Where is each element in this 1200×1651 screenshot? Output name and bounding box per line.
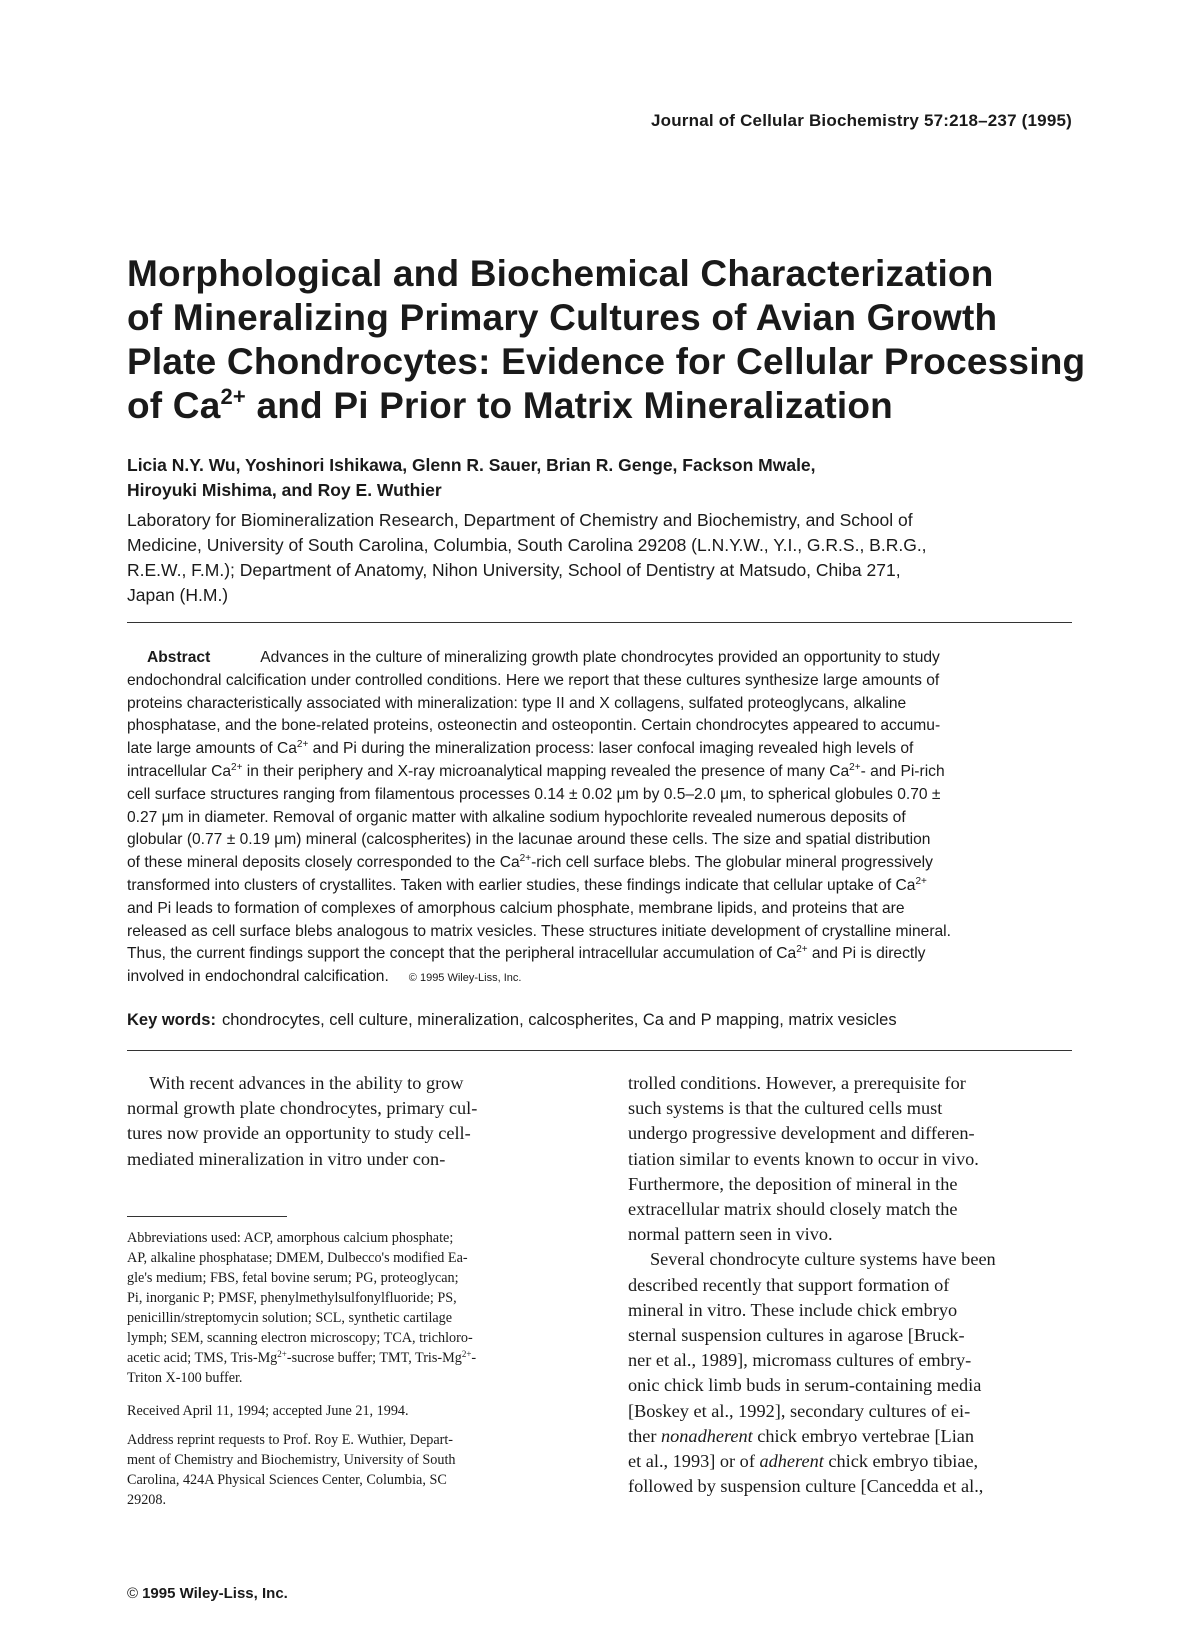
abstract-text: and Pi is directly bbox=[807, 945, 926, 963]
body-line bbox=[628, 1449, 1075, 1474]
footnote-line: gle's medium; FBS, fetal bovine serum; PG, proteoglycan; bbox=[127, 1270, 459, 1286]
left-column-body bbox=[127, 1071, 582, 1172]
affiliation bbox=[127, 508, 1077, 608]
body-line: mediated mineralization in vitro under con- bbox=[127, 1148, 446, 1169]
abstract bbox=[127, 647, 1072, 990]
abstract-line bbox=[127, 761, 1072, 784]
affiliation-line: Medicine, University of South Carolina, Columbia, South Carolina 29208 (L.N.Y.W., Y.I., G.R.S., B.R.G., bbox=[127, 535, 927, 555]
footnote-text: - bbox=[471, 1350, 477, 1366]
title-line: Morphological and Biochemical Characterization bbox=[127, 253, 994, 294]
title-line: of Mineralizing Primary Cultures of Avian Growth bbox=[127, 297, 998, 338]
footnote-line: 29208. bbox=[127, 1492, 167, 1508]
superscript: 2+ bbox=[296, 739, 309, 751]
abstract-text: involved in endochondral calcification. bbox=[127, 968, 389, 986]
superscript: 2+ bbox=[915, 875, 927, 887]
keywords bbox=[127, 1011, 897, 1030]
footnote-line: Triton X-100 buffer. bbox=[127, 1370, 243, 1386]
footnote-address bbox=[127, 1430, 582, 1510]
abstract-line bbox=[127, 966, 1072, 990]
footnote-line: Address reprint requests to Prof. Roy E. Wuthier, Depart- bbox=[127, 1432, 454, 1448]
keywords-label: Key words: bbox=[127, 1011, 216, 1029]
body-text: et al., 1993] or of bbox=[628, 1451, 760, 1472]
footnote-line: Carolina, 424A Physical Sciences Center, Columbia, SC bbox=[127, 1472, 447, 1488]
body-line: Several chondrocyte culture systems have been bbox=[650, 1249, 996, 1270]
footnote-received bbox=[127, 1401, 582, 1421]
body-line: tiation similar to events known to occur in vivo. bbox=[628, 1148, 979, 1169]
abstract-line: and Pi leads to formation of complexes of amorphous calcium phosphate, membrane lipids, and proteins that are bbox=[127, 899, 905, 917]
abstract-text: transformed into clusters of crystallites. Taken with earlier studies, these findings indicate that cellular uptake of Ca bbox=[127, 876, 916, 894]
abstract-label: Abstract bbox=[147, 649, 211, 666]
right-column-body bbox=[628, 1071, 1075, 1499]
title-superscript: 2+ bbox=[220, 384, 246, 409]
body-line: undergo progressive development and differen- bbox=[628, 1123, 975, 1144]
keywords-text: chondrocytes, cell culture, mineralization, calcospherites, Ca and P mapping, matrix vesicles bbox=[221, 1011, 897, 1029]
superscript: 2+ bbox=[519, 853, 532, 865]
superscript: 2+ bbox=[231, 761, 243, 773]
body-line: sternal suspension cultures in agarose [Bruck- bbox=[628, 1325, 965, 1346]
abstract-text: in their periphery and X-ray microanalytical mapping revealed the presence of many Ca bbox=[242, 762, 850, 780]
abstract-copyright: © 1995 Wiley-Liss, Inc. bbox=[408, 972, 522, 985]
page-footer-copyright bbox=[127, 1585, 288, 1602]
footnote-line bbox=[127, 1348, 582, 1368]
superscript: 2+ bbox=[849, 761, 861, 773]
abstract-line bbox=[127, 943, 1072, 966]
abstract-text: intracellular Ca bbox=[127, 762, 232, 780]
abstract-top-rule bbox=[127, 622, 1072, 623]
abstract-text: -rich cell surface blebs. The globular mineral progressively bbox=[531, 854, 933, 872]
footnote-line: Pi, inorganic P; PMSF, phenylmethylsulfonylfluoride; PS, bbox=[127, 1290, 457, 1306]
footnote-rule bbox=[127, 1216, 287, 1217]
abstract-text: Thus, the current findings support the concept that the peripheral intracellular accumulation of Ca bbox=[127, 945, 797, 963]
abstract-line bbox=[127, 852, 1072, 875]
emphasis-text: nonadherent bbox=[661, 1425, 753, 1446]
abstract-line bbox=[127, 647, 1072, 670]
body-line: tures now provide an opportunity to study cell- bbox=[127, 1123, 471, 1144]
footnote-line: lymph; SEM, scanning electron microscopy; TCA, trichloro- bbox=[127, 1330, 473, 1346]
title-line: Plate Chondrocytes: Evidence for Cellular Processing bbox=[127, 341, 1086, 382]
footnote-text: acetic acid; TMS, Tris-Mg bbox=[127, 1350, 278, 1366]
abstract-text: and Pi during the mineralization process: laser confocal imaging revealed high levels of bbox=[308, 740, 914, 758]
title-text: and Pi Prior to Matrix Mineralization bbox=[245, 385, 893, 426]
author-list bbox=[127, 453, 816, 503]
abstract-line: 0.27 μm in diameter. Removal of organic matter with alkaline sodium hypochlorite revealed numerous deposits of bbox=[127, 808, 906, 826]
body-line: normal growth plate chondrocytes, primary cul- bbox=[127, 1098, 478, 1119]
abstract-text: Advances in the culture of mineralizing growth plate chondrocytes provided an opportunity to study bbox=[260, 649, 940, 666]
footer-text: 1995 Wiley-Liss, Inc. bbox=[142, 1585, 288, 1602]
footnote-line: Received April 11, 1994; accepted June 21, 1994. bbox=[127, 1403, 409, 1419]
abstract-line: phosphatase, and the bone-related proteins, osteonectin and osteopontin. Certain chondrocytes appeared to accumu- bbox=[127, 717, 941, 735]
footnote-line: AP, alkaline phosphatase; DMEM, Dulbecco's modified Ea- bbox=[127, 1250, 468, 1266]
footnote-abbreviations bbox=[127, 1228, 582, 1388]
abstract-line: endochondral calcification under controlled conditions. Here we report that these cultures synthesize large amounts of bbox=[127, 671, 940, 689]
affiliation-line: Laboratory for Biomineralization Research, Department of Chemistry and Biochemistry, and School of bbox=[127, 510, 913, 530]
body-line: described recently that support formation of bbox=[628, 1274, 950, 1295]
abstract-bottom-rule bbox=[127, 1050, 1072, 1051]
article-title bbox=[127, 252, 1086, 428]
copyright-mark: © bbox=[127, 1585, 139, 1602]
body-line bbox=[628, 1424, 1075, 1449]
footnote-line: Abbreviations used: ACP, amorphous calcium phosphate; bbox=[127, 1230, 454, 1246]
footnote-line: penicillin/streptomycin solution; SCL, synthetic cartilage bbox=[127, 1310, 453, 1326]
footnote-line: ment of Chemistry and Biochemistry, University of South bbox=[127, 1452, 456, 1468]
abstract-text: - and Pi-rich bbox=[860, 762, 945, 780]
body-line: trolled conditions. However, a prerequisite for bbox=[628, 1073, 966, 1093]
body-line: mineral in vitro. These include chick embryo bbox=[628, 1299, 958, 1320]
abstract-line bbox=[127, 738, 1072, 761]
footnote-text: -sucrose buffer; TMT, Tris-Mg bbox=[286, 1350, 462, 1366]
body-line: followed by suspension culture [Cancedda et al., bbox=[628, 1476, 984, 1497]
body-line: extracellular matrix should closely match the bbox=[628, 1199, 958, 1220]
body-line: normal pattern seen in vivo. bbox=[628, 1224, 833, 1245]
body-line: ner et al., 1989], micromass cultures of embry- bbox=[628, 1350, 972, 1371]
affiliation-line: Japan (H.M.) bbox=[127, 585, 229, 605]
body-line: [Boskey et al., 1992], secondary cultures of ei- bbox=[628, 1400, 971, 1421]
body-text: chick embryo vertebrae [Lian bbox=[752, 1425, 975, 1446]
abstract-line: cell surface structures ranging from filamentous processes 0.14 ± 0.02 μm by 0.5–2.0 μm, to spherical globules 0.70 ± bbox=[127, 785, 941, 803]
superscript: 2+ bbox=[796, 944, 808, 956]
body-line: Furthermore, the deposition of mineral in the bbox=[628, 1173, 958, 1194]
body-line: onic chick limb buds in serum-containing media bbox=[628, 1375, 982, 1396]
title-line bbox=[127, 384, 1067, 428]
abstract-text: of these mineral deposits closely corresponded to the Ca bbox=[127, 854, 520, 872]
author-line: Licia N.Y. Wu, Yoshinori Ishikawa, Glenn R. Sauer, Brian R. Genge, Fackson Mwale, bbox=[127, 455, 816, 475]
abstract-line: released as cell surface blebs analogous to matrix vesicles. These structures initiate development of crystalline mineral. bbox=[127, 922, 951, 940]
superscript: 2+ bbox=[461, 1349, 472, 1359]
journal-citation: Journal of Cellular Biochemistry 57:218–237 (1995) bbox=[650, 111, 1072, 130]
title-text: of Ca bbox=[127, 385, 221, 426]
emphasis-text: adherent bbox=[759, 1451, 824, 1472]
abstract-text: late large amounts of Ca bbox=[127, 740, 297, 758]
body-line: With recent advances in the ability to grow bbox=[149, 1073, 464, 1093]
superscript: 2+ bbox=[277, 1349, 287, 1359]
abstract-line: proteins characteristically associated with mineralization: type II and X collagens, sulfated proteoglycans, alkaline bbox=[127, 694, 907, 712]
body-text: chick embryo tibiae, bbox=[823, 1451, 979, 1472]
author-line: Hiroyuki Mishima, and Roy E. Wuthier bbox=[127, 480, 442, 500]
body-line: such systems is that the cultured cells must bbox=[628, 1098, 943, 1119]
affiliation-line: R.E.W., F.M.); Department of Anatomy, Nihon University, School of Dentistry at Matsudo, Chiba 271, bbox=[127, 560, 901, 580]
abstract-line bbox=[127, 875, 1072, 898]
abstract-line: globular (0.77 ± 0.19 μm) mineral (calcospherites) in the lacunae around these cells. The size and spatial distribution bbox=[127, 831, 931, 849]
body-text: ther bbox=[628, 1425, 661, 1446]
